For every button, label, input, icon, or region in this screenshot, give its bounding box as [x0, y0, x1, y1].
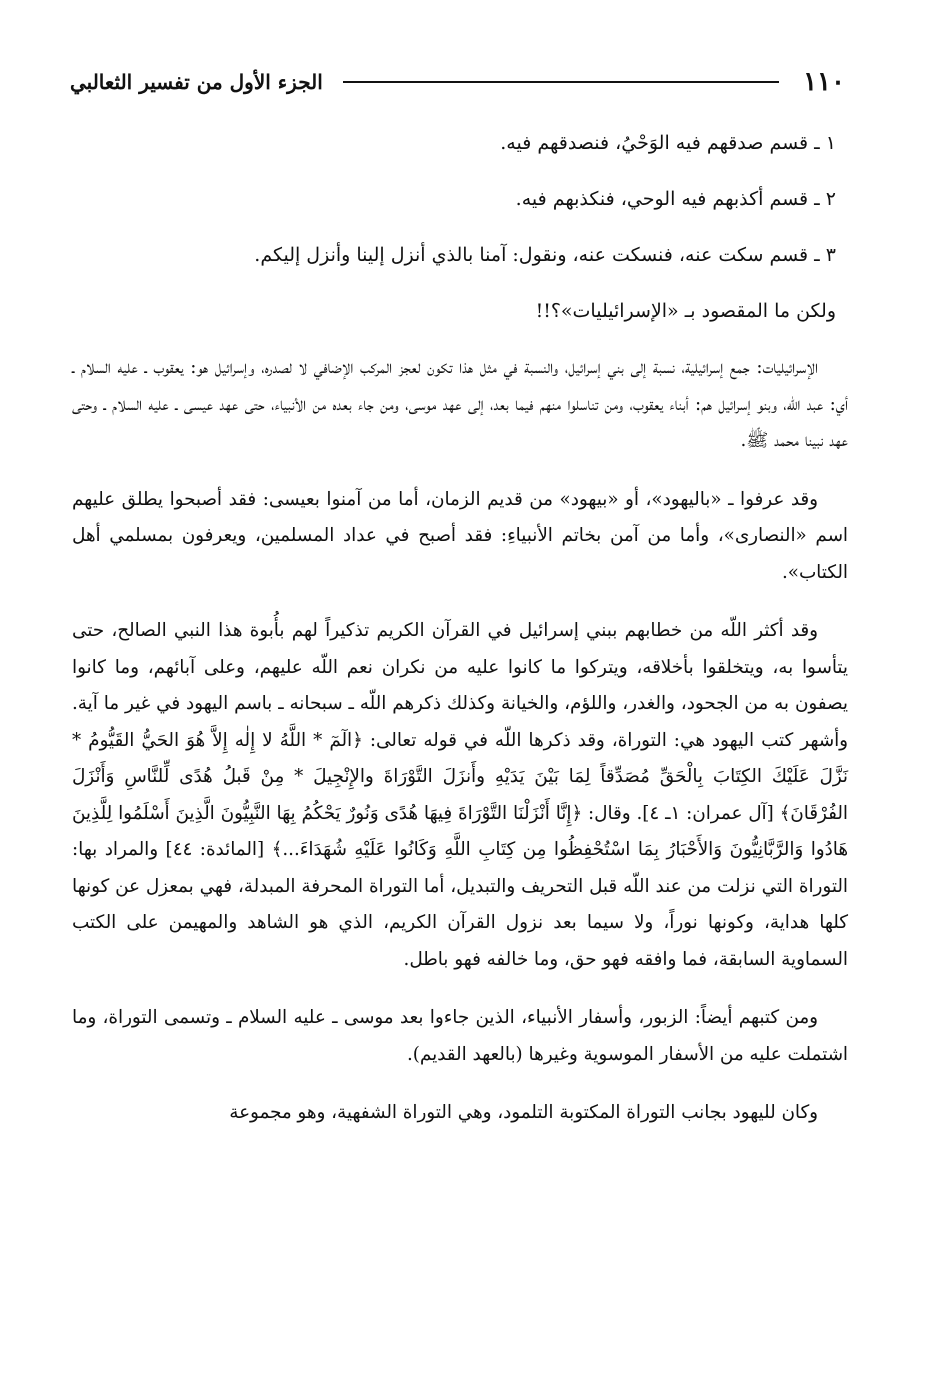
paragraph-torah: وقد أكثر اللّه من خطابهم ببني إسرائيل في القرآن الكريم تذكيراً لهم بأُبوة هذا النبي الصالح، حتى يتأسوا به، ويتخلقوا بأخلاقه، ويتركوا ما كانوا عليه من نكران نعم اللّه عليهم، وعلى آبائهم، وما كانوا يصفون به من الجحود، والغدر، واللؤم، والخيانة وكذلك ذكرهم اللّه ـ سبحانه ـ باسم اليهود في غير ما آية. وأشهر كتب اليهود هي: التوراة، وقد ذكرها اللّه في قوله تعالى: ﴿الٓمٓ * اللَّهُ لا إِلٰه إِلاَّ هُوَ الحَيُّ القَيُّومُ * نَزَّلَ عَلَيْكَ الكِتَابَ بِالْحَقِّ مُصَدِّقاً لِمَا بَيْنَ يَدَيْهِ وأَنزَلَ التَّوْرَاةَ والإِنْجِيلَ * مِنْ قَبلُ هُدًى لِّلنَّاسِ وَأَنْزَلَ الفُرْقَانَ﴾ [آل عمران: ١ـ ٤]. وقال: ﴿إِنَّا أَنْزَلْنَا التَّوْرَاةَ فِيهَا هُدًى وَنُورٌ يَحْكُمُ بِهَا النَّبِيُّونَ الَّذِينَ أَسْلَمُوا لِلَّذِينَ هَادُوا وَالرَّبَّانِيُّونَ وَالأَحْبَارُ بِمَا اسْتُحْفِظُوا مِن كِتَابِ اللَّهِ وَكَانُوا عَلَيْهِ شُهَدَاءَ...﴾ [المائدة: ٤٤] والمراد بها: التوراة التي نزلت من عند اللّه قبل التحريف والتبديل، أما التوراة المحرفة المبدلة، فهي بمعزل عن كونها كلها هداية، وكونها نوراً، ولا سيما بعد نزول القرآن الكريم، الذي هو الشاهد والمهيمن على الكتب السماوية السابقة، فما وافقه فهو حق، وما خالفه فهو باطل. — [72, 620, 848, 970]
paragraph-talmud: وكان لليهود بجانب التوراة المكتوبة التلمود، وهي التوراة الشفهية، وهو مجموعة — [229, 1102, 818, 1123]
paragraph-other-books: ومن كتبهم أيضاً: الزبور، وأسفار الأنبياء، الذين جاءوا بعد موسى ـ عليه السلام ـ وتسمى التوراة، وما اشتملت عليه من الأسفار الموسوية وغيرها (بالعهد القديم). — [72, 1007, 848, 1065]
running-header — [70, 62, 845, 102]
page-body — [72, 128, 848, 1132]
page-number: ١١٠ — [803, 67, 845, 97]
book-title: الجزء الأول من تفسير الثعالبي — [70, 70, 323, 94]
numbered-item-2: ٢ ـ قسم أكذبهم فيه الوحي، فنكذبهم فيه. — [515, 188, 836, 210]
question-heading: ولكن ما المقصود بـ «الإسرائيليات»؟!! — [535, 300, 836, 322]
paragraph-names: وقد عرفوا ـ «باليهود»، أو «بيهود» من قديم الزمان، أما من آمنوا بعيسى: فقد أصبحوا يطلق عليهم اسم «النصارى»، وأما من آمن بخاتم الأنبياءِ: فقد أصبح في عداد المسلمين، ويعرفون بمسلمي أهل الكتاب». — [72, 488, 848, 583]
paragraph-definition: الإسرائيليات: جمع إسرائيلية، نسبة إلى بني إسرائيل، والنسبة في مثل هذا تكون لعجز المركب الإضافي لا لصدره، وإسرائيل هو: يعقوب ـ عليه السلام ـ أي: عبد اللّه، وبنو إسرائيل هم: أبناء يعقوب، ومن تناسلوا منهم فيما بعد، إلى عهد موسى، ومن جاء بعده من الأنبياء، حتى عهد عيسى ـ عليه السلام ـ وحتى عهد نبينا محمد ﷺ. — [72, 357, 848, 451]
header-rule — [343, 81, 779, 83]
numbered-item-3: ٣ ـ قسم سكت عنه، فنسكت عنه، ونقول: آمنا بالذي أنزل إلينا وأنزل إليكم. — [254, 244, 836, 266]
numbered-item-1: ١ ـ قسم صدقهم فيه الوَحْيُ، فنصدقهم فيه. — [500, 132, 836, 154]
